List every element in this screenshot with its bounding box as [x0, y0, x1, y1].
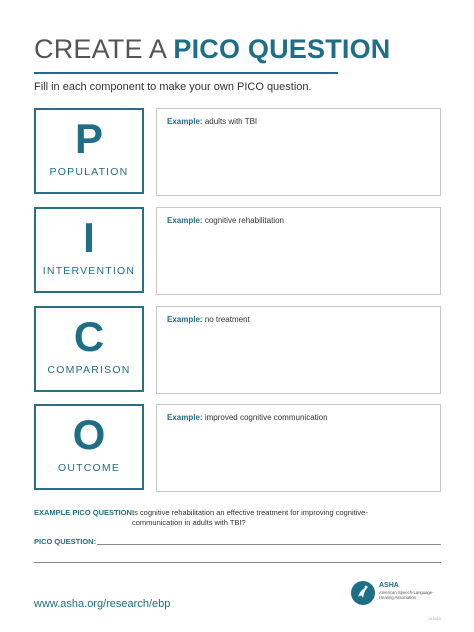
- population-word: POPULATION: [49, 166, 129, 178]
- example-question-label: EXAMPLE PICO QUESTION:: [34, 508, 135, 517]
- page-subtitle: Fill in each component to make your own PICO question.: [34, 81, 312, 93]
- population-example-label: Example:: [167, 117, 203, 126]
- page-title: [34, 34, 390, 65]
- comparison-example-text: no treatment: [204, 315, 250, 324]
- population-example-text: adults with TBI: [204, 117, 258, 126]
- comparison-example-label: Example:: [167, 315, 203, 324]
- intervention-letter: I: [83, 214, 95, 261]
- outcome-word: OUTCOME: [57, 462, 121, 474]
- title-plain: CREATE A: [34, 34, 174, 64]
- outcome-letter: O: [72, 411, 106, 458]
- document-code: 14-0113: [428, 617, 441, 621]
- comparison-word: COMPARISON: [47, 364, 131, 376]
- example-question-text: Is cognitive rehabilitation an effective treatment for improving cognitive-communication in adults with TBI?: [132, 508, 368, 527]
- comparison-letter-box: [34, 306, 144, 392]
- asha-logo-subtitle: American Speech-Language-Hearing Association: [379, 590, 434, 600]
- comparison-answer-box[interactable]: [156, 306, 441, 394]
- outcome-example-text: improved cognitive communication: [204, 413, 328, 422]
- intervention-answer-box[interactable]: [156, 207, 441, 295]
- outcome-letter-box: [34, 404, 144, 490]
- population-answer-box[interactable]: [156, 108, 441, 196]
- outcome-example-label: Example:: [167, 413, 203, 422]
- intervention-word: INTERVENTION: [42, 265, 136, 277]
- asha-logo: [351, 581, 441, 609]
- title-divider: [34, 72, 338, 74]
- pico-question-line-1[interactable]: [97, 544, 441, 545]
- intervention-example-text: cognitive rehabilitation: [204, 216, 284, 225]
- pico-question-line-2[interactable]: [34, 562, 441, 563]
- pico-question-label: PICO QUESTION:: [34, 537, 97, 546]
- footer-url-link[interactable]: www.asha.org/research/ebp: [34, 598, 171, 610]
- asha-logo-icon: [351, 581, 375, 605]
- comparison-letter: C: [73, 313, 105, 360]
- population-letter-box: [34, 108, 144, 194]
- outcome-answer-box[interactable]: [156, 404, 441, 492]
- intervention-letter-box: [34, 207, 144, 293]
- population-letter: P: [74, 115, 103, 162]
- asha-logo-name: ASHA: [379, 582, 399, 589]
- title-bold: PICO QUESTION: [173, 34, 391, 64]
- intervention-example-label: Example:: [167, 216, 203, 225]
